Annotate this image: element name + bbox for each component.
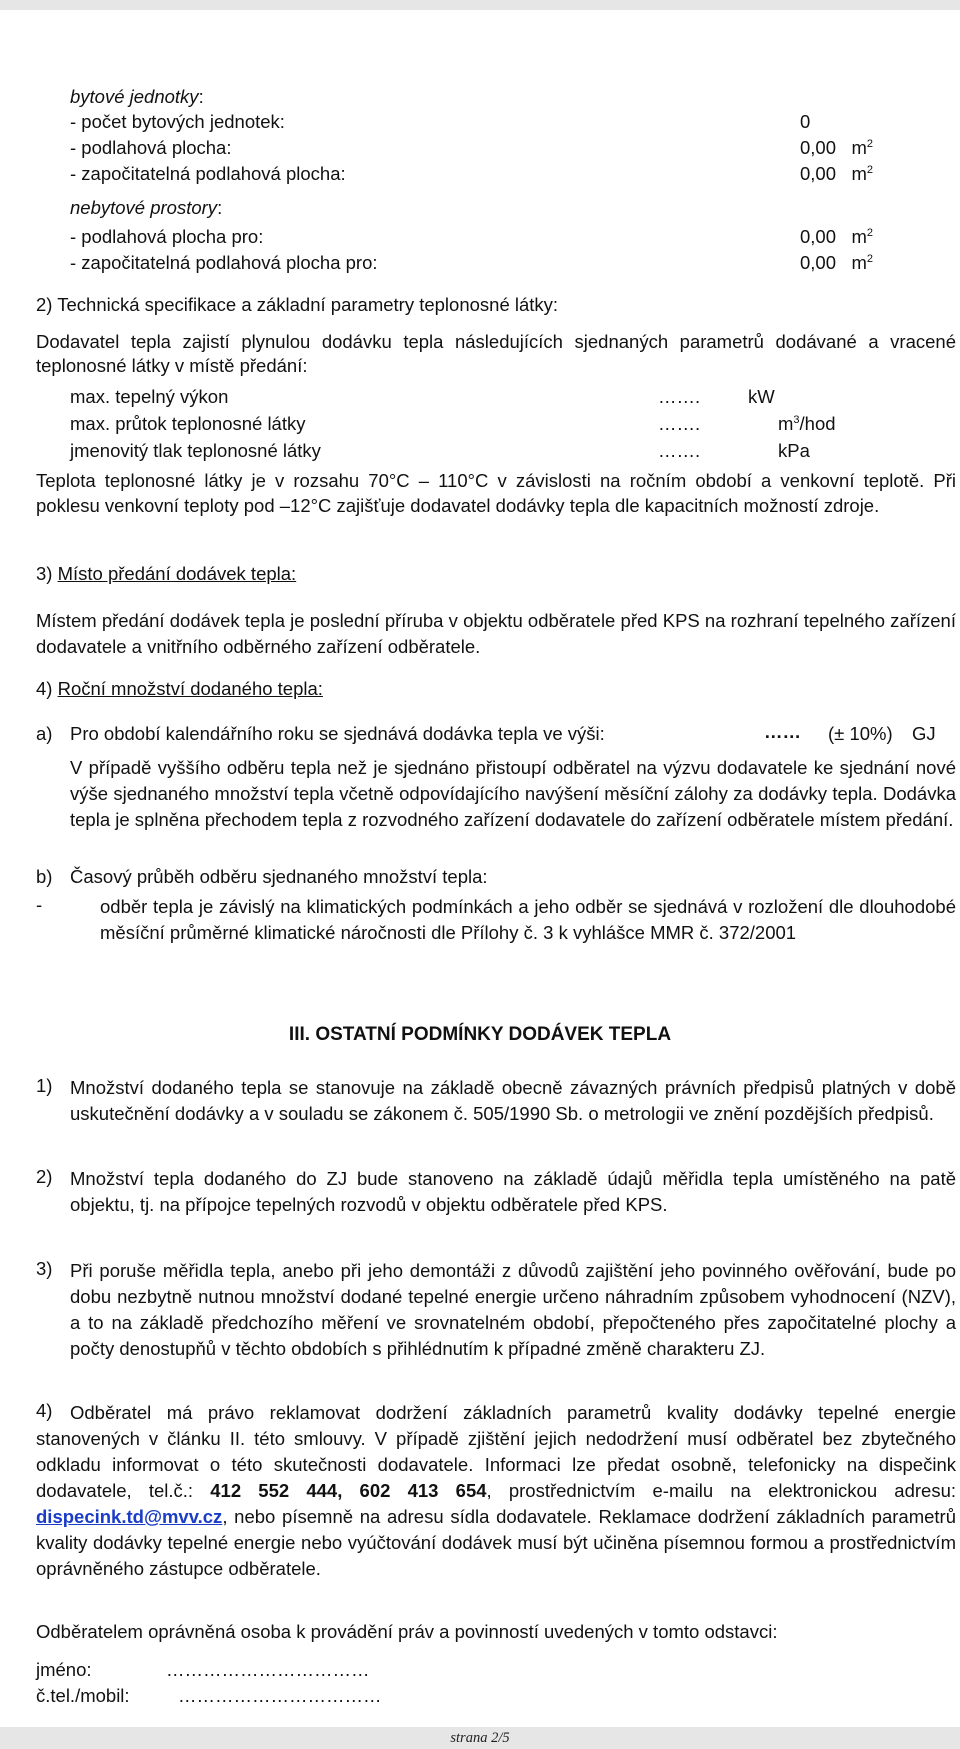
section-iii-title: III. OSTATNÍ PODMÍNKY DODÁVEK TEPLA [288,1024,672,1045]
dwelling-title: bytové jednotky: [70,86,204,107]
iii-item-4-text: Odběratel má právo reklamovat dodržení základních parametrů kvality dodávky tepelné energie stanovených v článku II. této smlouvy. V případě zjištění jejich nedodržení musí odběratel bez zbytečného odkladu informovat o této skutečnosti dodavatele. Informaci lze předat osobně, telefonicky na dispečink dodavatele, tel.č.: 412 552 444, 602 413 654, prostřednictvím e-mailu na elektronickou adresu: dispecink.td@mvv.cz, nebo písemně na adresu sídla dodavatele. Reklamace dodržení základních parametrů kvality dodávky tepelné energie nebo vyúčtování dodávek musí být učiněna písemnou formou a prostřednictvím oprávněného zástupce odběratele. [36,1402,956,1579]
item-b-dash: - [36,894,43,915]
param-dots: ……. [658,386,701,407]
nonres-title: nebytové prostory: [70,197,223,218]
section-4-heading: 4) Roční množství dodaného tepla: [36,678,323,699]
param-dots: ……. [658,413,701,434]
page-number: strana 2/5 [450,1730,510,1746]
iii-item-num: 3) [36,1258,53,1279]
nonres-row-value: 0,00 $m^2$ [800,252,873,273]
param-unit: kPa [778,440,810,461]
section-3-heading: 3) Místo předání dodávek tepla: [36,563,297,584]
name-field: …………………………… [166,1659,370,1680]
dispatch-phones: 412 552 444, 602 413 654 [210,1480,487,1501]
item-b-label: b) [36,866,53,887]
iii-item-text: Množství tepla dodaného do ZJ bude stanoveno na základě údajů měřidla tepla umístěného na patě objektu, tj. na přípojce tepelných rozvodů v objektu odběratele před KPS. [70,1168,956,1215]
iii-item-num: 4) [36,1400,53,1421]
iii-item-text: Při poruše měřidla tepla, anebo při jeho demontáži z důvodů zajištění jeho povinného ověřování, bude po dobu nezbytně nutnou množství dodané tepelné energie určeno náhradním způsobem vyhodnocení (NZV), a to na základě předchozího měření ve srovnatelném období, přepočteného přes započitatelné plochy a počty denostupňů v těchto obdobích s přihlédnutím k případné změně charakteru ZJ. [70,1260,956,1359]
item-a-label: a) [36,723,53,744]
dwelling-row-value: 0,00 $m^2$ [800,137,873,158]
item-a-unit: GJ [912,723,936,744]
phone-label: č.tel./mobil: [36,1685,130,1706]
item-a-text: Pro období kalendářního roku se sjednává dodávka tepla ve výši: [70,723,605,744]
iii-item-num: 2) [36,1166,53,1187]
iii-item-num: 1) [36,1075,53,1096]
item-a-dots: …… [764,721,801,742]
param-label: max. tepelný výkon [70,386,229,407]
dwelling-row-label: - počet bytových jednotek: [70,111,285,132]
dwelling-row-value: 0 [800,111,811,132]
phone-field: …………………………… [178,1685,382,1706]
nonres-row-label: - započitatelná podlahová plocha pro: [70,252,378,273]
param-dots: ……. [658,440,701,461]
section-3-paragraph: Místem předání dodávek tepla je poslední příruba v objektu odběratele před KPS na rozhraní tepelného zařízení dodavatele a vnitřního odběrného zařízení odběratele. [36,610,956,657]
dispatch-email-link[interactable]: dispecink.td@mvv.cz [36,1506,223,1527]
iii-item-text: Množství dodaného tepla se stanovuje na základě obecně závazných právních předpisů platných v době uskutečnění dodávky a v souladu se zákonem č. 505/1990 Sb. o metrologii ve znění pozdějších předpisů. [70,1077,956,1124]
section-2-paragraph: Dodavatel tepla zajistí plynulou dodávku tepla následujících sjednaných parametrů dodávané a vracené teplonosné látky v místě předání: [36,331,956,376]
param-label: max. průtok teplonosné látky [70,413,306,434]
dwelling-row-value: 0,00 $m^2$ [800,163,873,184]
item-b-text: Časový průběh odběru sjednaného množství tepla: [70,866,488,887]
nonres-row-value: 0,00 $m^2$ [800,226,873,247]
item-a-paragraph: V případě vyššího odběru tepla než je sjednáno přistoupí odběratel na výzvu dodavatele ke sjednání nové výše sjednaného množství tepla včetně odpovídajícího navýšení měsíční zálohy za dodávky tepla. Dodávka tepla je splněna přechodem tepla z rozvodného zařízení dodavatele do zařízení odběratele místem předání. [70,757,956,830]
param-label: jmenovitý tlak teplonosné látky [70,440,321,461]
item-a-percent: (± 10%) [828,723,893,744]
param-unit: $m^3$/hod [778,413,836,434]
nonres-row-label: - podlahová plocha pro: [70,226,264,247]
temperature-paragraph: Teplota teplonosné látky je v rozsahu 70°C – 110°C v závislosti na ročním období a venkovní teplotě. Při poklesu venkovní teploty pod –12°C zajišťuje dodavatel dodávky tepla dle kapacitních možností zdroje. [36,470,956,516]
param-unit: kW [748,386,775,407]
dwelling-row-label: - podlahová plocha: [70,137,232,158]
dwelling-row-label: - započitatelná podlahová plocha: [70,163,346,184]
authorized-person-label: Odběratelem oprávněná osoba k provádění práv a povinností uvedených v tomto odstavci: [36,1621,778,1642]
item-b-paragraph: odběr tepla je závislý na klimatických podmínkách a jeho odběr se sjednává v rozložení dle dlouhodobé měsíční průměrné klimatické náročnosti dle Přílohy č. 3 k vyhlášce MMR č. 372/2001 [100,896,956,943]
name-label: jméno: [36,1659,92,1680]
section-2-heading: 2) Technická specifikace a základní parametry teplonosné látky: [36,294,559,315]
